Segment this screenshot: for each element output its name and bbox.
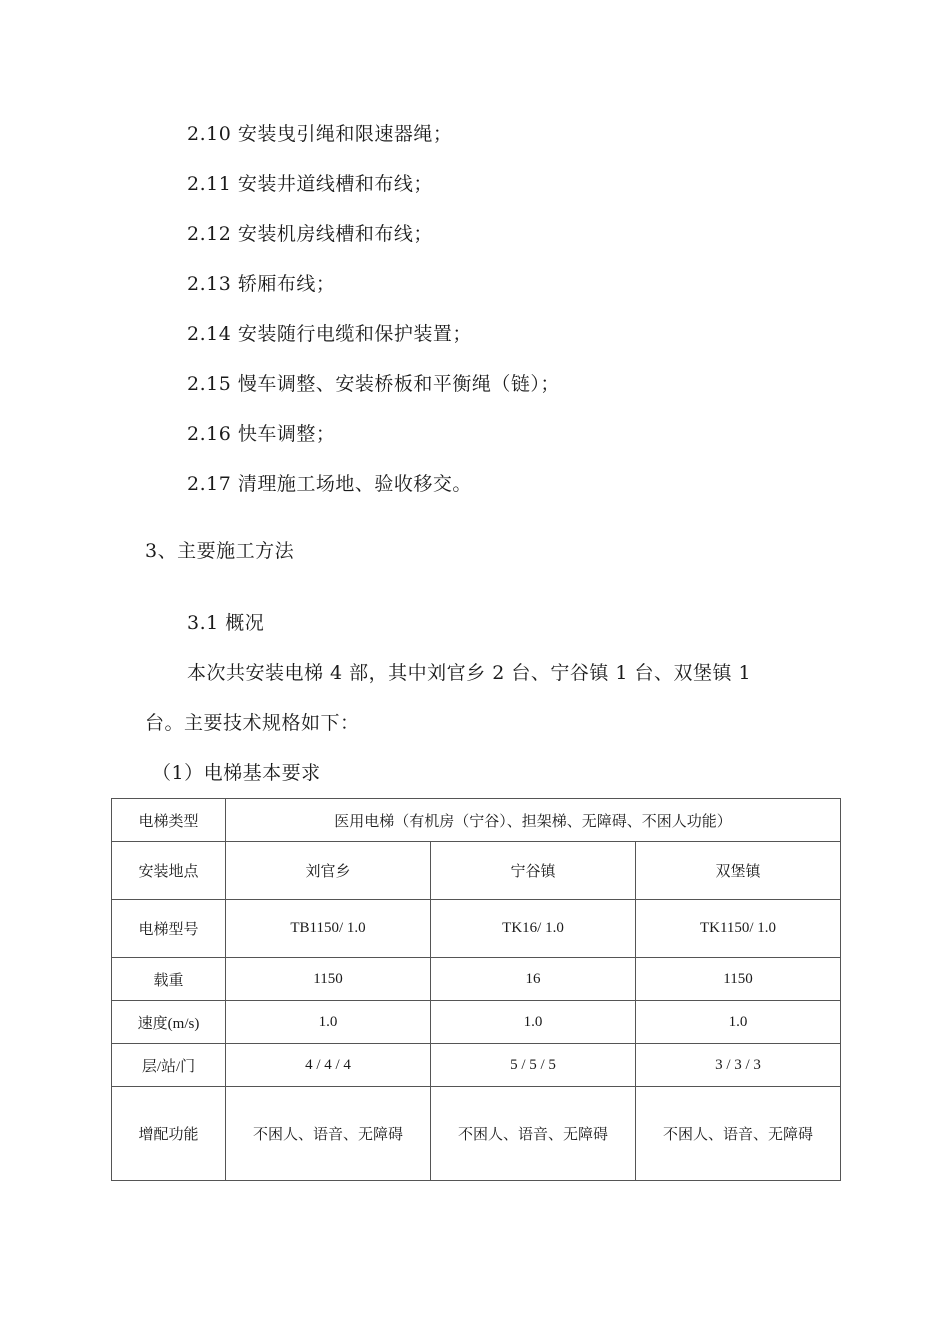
row-label-elevator-type: 电梯类型 — [112, 799, 226, 842]
row-label-floors: 层/站/门 — [112, 1044, 226, 1087]
table-row — [112, 1087, 841, 1181]
list-item-2-16: 2.16 快车调整； — [187, 423, 336, 445]
table-cell: 5 / 5 / 5 — [431, 1044, 636, 1087]
table-cell: TK1150/ 1.0 — [636, 900, 841, 958]
table-row — [112, 958, 841, 1001]
table-cell: TB1150/ 1.0 — [226, 900, 431, 958]
table-cell: 1.0 — [226, 1001, 431, 1044]
table-cell: 4 / 4 / 4 — [226, 1044, 431, 1087]
list-item-2-10: 2.10 安装曳引绳和限速器绳； — [187, 123, 453, 145]
elevator-type-value: 医用电梯（有机房（宁谷）、担架梯、无障碍、不困人功能） — [226, 799, 841, 842]
section-heading: 3、主要施工方法 — [145, 540, 295, 562]
row-label-extra-functions: 增配功能 — [112, 1087, 226, 1181]
table-cell: 3 / 3 / 3 — [636, 1044, 841, 1087]
table-cell: 16 — [431, 958, 636, 1001]
table-row — [112, 900, 841, 958]
table-cell: 1.0 — [636, 1001, 841, 1044]
row-label-model: 电梯型号 — [112, 900, 226, 958]
row-label-speed: 速度(m/s) — [112, 1001, 226, 1044]
table-cell: 双堡镇 — [636, 842, 841, 900]
elevator-spec-table — [111, 798, 841, 1181]
table-cell: 不困人、语音、无障碍 — [431, 1087, 636, 1181]
list-item-2-14: 2.14 安装随行电缆和保护装置； — [187, 323, 472, 345]
table-row — [112, 1044, 841, 1087]
table-cell: 不困人、语音、无障碍 — [226, 1087, 431, 1181]
subsection-heading: 3.1 概况 — [187, 612, 265, 634]
table-row — [112, 842, 841, 900]
paragraph-line-1: 本次共安装电梯 4 部，其中刘官乡 2 台、宁谷镇 1 台、双堡镇 1 — [187, 662, 752, 684]
table-cell: 1150 — [636, 958, 841, 1001]
list-item-2-11: 2.11 安装井道线槽和布线； — [187, 173, 433, 195]
table-cell: 刘官乡 — [226, 842, 431, 900]
table-cell: 不困人、语音、无障碍 — [636, 1087, 841, 1181]
table-cell: 1.0 — [431, 1001, 636, 1044]
list-item-2-17: 2.17 清理施工场地、验收移交。 — [187, 473, 472, 495]
table-row — [112, 1001, 841, 1044]
row-label-load: 载重 — [112, 958, 226, 1001]
row-label-location: 安装地点 — [112, 842, 226, 900]
table-row — [112, 799, 841, 842]
table-cell: 宁谷镇 — [431, 842, 636, 900]
list-item-2-12: 2.12 安装机房线槽和布线； — [187, 223, 433, 245]
list-item-2-15: 2.15 慢车调整、安装桥板和平衡绳（链）； — [187, 373, 560, 395]
table-cell: 1150 — [226, 958, 431, 1001]
list-item-2-13: 2.13 轿厢布线； — [187, 273, 336, 295]
paragraph-line-2: 台。主要技术规格如下： — [145, 712, 360, 734]
table-caption: （1）电梯基本要求 — [152, 762, 321, 784]
table-cell: TK16/ 1.0 — [431, 900, 636, 958]
